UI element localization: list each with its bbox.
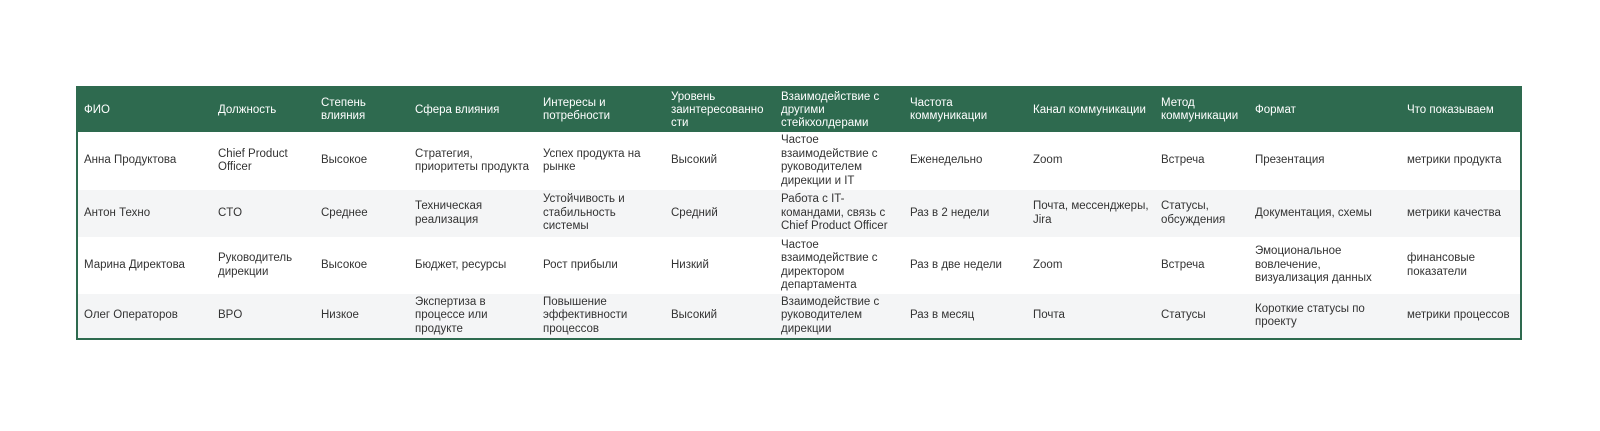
table-row [78,237,1520,294]
table-cell: Экспертиза в процессе или продукте [415,295,488,335]
table-cell: Марина Директова [84,258,185,271]
header-cell-what-to-show: Что показываем [1407,103,1494,116]
table-cell: Zoom [1033,258,1063,271]
header-cell-interaction: Взаимодействие с другими стейкхолдерами [781,90,880,129]
header-cell-interests: Интересы и потребности [543,97,611,122]
table-cell: Chief Product Officer [218,147,288,173]
header-cell-interest-level: Уровень заинтересованности [671,90,764,129]
table-cell: Работа с IT-командами, связь с Chief Product Officer [781,193,888,233]
header-cell-influence-sphere: Сфера влияния [415,103,500,116]
table-row [78,294,1520,338]
table-cell: Повышение эффективности процессов [543,295,628,335]
table-cell: Среднее [321,206,368,219]
table-cell: Частое взаимодействие с директором департамента [781,238,878,291]
table-cell: Высокий [671,154,718,167]
table-cell: метрики продукта [1407,154,1502,167]
header-cell-name: ФИО [84,103,110,116]
table-cell: Устойчивость и стабильность системы [543,193,625,233]
table-cell: Низкое [321,309,359,322]
table-cell: Почта [1033,309,1065,322]
table-cell: Частое взаимодействие с руководителем дирекции и IT [781,134,878,187]
header-cell-format: Формат [1255,103,1296,116]
table-cell: BPO [218,309,243,322]
header-cell-channel: Канал коммуникации [1033,103,1146,116]
table-cell: Анна Продуктова [84,154,177,167]
table-cell: Низкий [671,258,709,271]
table-cell: метрики качества [1407,206,1501,219]
table-cell: метрики процессов [1407,309,1510,322]
table-row [78,132,1520,190]
table-cell: финансовые показатели [1407,252,1476,278]
table-cell: Эмоциональное вовлечение, визуализация данных [1255,245,1372,285]
table-cell: Встреча [1161,154,1205,167]
table-cell: Почта, мессенджеры, Jira [1033,200,1149,226]
stakeholder-table-container [76,86,1522,340]
table-cell: Руководитель дирекции [218,252,293,278]
table-cell: Стратегия, приоритеты продукта [415,147,530,173]
table-cell: Олег Операторов [84,309,178,322]
table-cell: Бюджет, ресурсы [415,258,507,271]
table-cell: Статусы, обсуждения [1161,200,1226,226]
table-cell: Еженедельно [910,154,983,167]
table-cell: Рост прибыли [543,258,618,271]
table-cell: Высокое [321,258,368,271]
table-cell: Zoom [1033,154,1063,167]
table-cell: Короткие статусы по проекту [1255,302,1365,328]
table-cell: Статусы [1161,309,1206,322]
table-cell: Раз в 2 недели [910,206,990,219]
table-cell: Документация, схемы [1255,206,1372,219]
table-cell: Раз в две недели [910,258,1002,271]
table-cell: Техническая реализация [415,200,483,226]
table-cell: Взаимодействие с руководителем дирекции [781,295,880,335]
table-cell: Встреча [1161,258,1205,271]
stakeholder-table [78,88,1520,338]
table-cell: Успех продукта на рынке [543,147,641,173]
header-cell-frequency: Частота коммуникации [910,97,988,122]
table-cell: Высокое [321,154,368,167]
table-cell: Антон Техно [84,206,151,219]
table-cell: Презентация [1255,154,1325,167]
table-row [78,190,1520,237]
header-row [78,88,1520,132]
table-cell: Раз в месяц [910,309,975,322]
header-cell-position: Должность [218,103,277,116]
table-cell: Средний [671,206,718,219]
header-cell-influence-level: Степень влияния [321,97,366,122]
header-cell-method: Метод коммуникации [1161,97,1239,122]
table-cell: CTO [218,206,243,219]
table-cell: Высокий [671,309,718,322]
